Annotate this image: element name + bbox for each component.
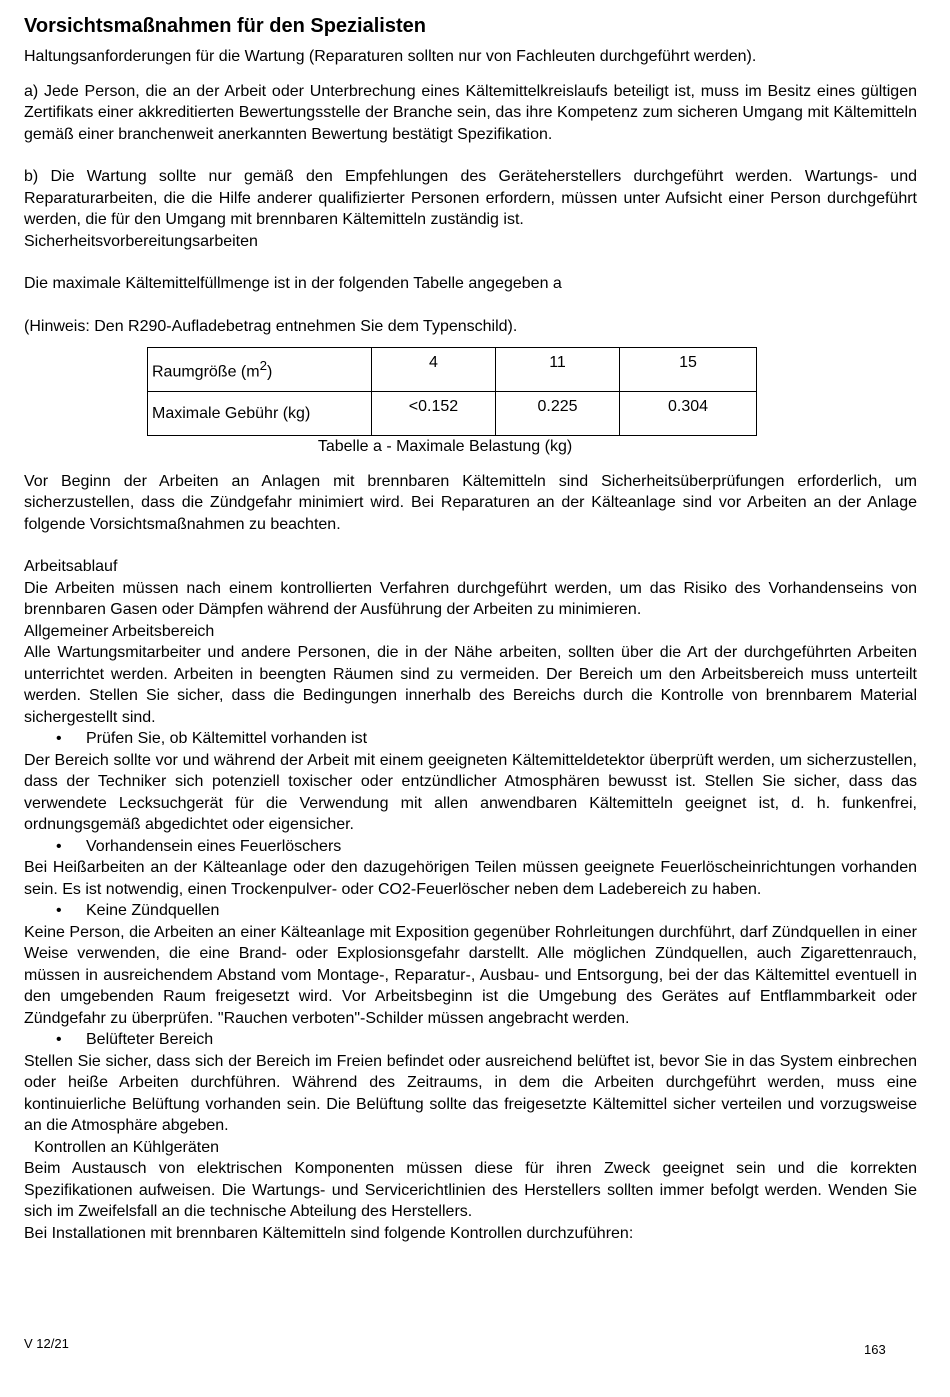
table-cell: 4 [372,348,496,392]
paragraph-controls: Beim Austausch von elektrischen Komponenten müssen diese für ihren Zweck geeignet sein und die korrekten Spezifikationen aufweisen. Die Wartungs- und Servicerichtlinien des Herstellers sollten immer befolgt werden. Wenden Sie sich im Zweifelsfall an die technische Abteilung des Herstellers. [24,1160,917,1220]
bullet-icon: • [56,837,62,855]
hint-text: (Hinweis: Den R290-Aufladebetrag entnehmen Sie dem Typenschild). [24,317,518,335]
paragraph-a: a) Jede Person, die an der Arbeit oder Unterbrechung eines Kältemittelkreislaufs beteiligt ist, muss im Besitz eines gültigen Zertifikats einer akkreditierten Bewertungsstelle der Branche sein, das ihre Kompetenz zum sicheren Umgang mit Kältemitteln gemäß einer branchenweit anerkannten Bewertung bestätigt Spezifikation. [24,82,917,143]
table-cell-max-charge-label: Maximale Gebühr (kg) [148,392,372,436]
bullet-label: Vorhandensein eines Feuerlöschers [86,837,342,855]
superscript: 2 [259,357,267,373]
bullet-item [24,728,917,750]
table-cell: 15 [620,348,757,392]
bullet-label: Belüfteter Bereich [86,1031,214,1048]
max-fill-text: Die maximale Kältemittelfüllmenge ist in der folgenden Tabelle angegeben a [24,275,562,292]
paragraph-refrigerant-check: Der Bereich sollte vor und während der Arbeit mit einem geeigneten Kältemitteldetektor überprüft werden, um sicherzustellen, dass der Techniker sich potenziell toxischer oder entzündlicher Atmosphären bewusst ist. Stellen Sie sicher, dass das verwendete Lecksuchgerät für die Verwendung mit allen anwendbaren Kältemitteln geeignet ist, d. h. funkenfrei, ordnungsgemäß abgedichtet oder eigensicher. [24,751,917,833]
heading-controls: Kontrollen an Kühlgeräten [34,1138,220,1156]
paragraph-ventilation: Stellen Sie sicher, dass sich der Bereich im Freien befindet oder ausreichend belüftet ist, bevor Sie in das System einbrechen oder heiße Arbeiten durchführen. Während des Zeitraums, in dem die Arbeiten durchgeführt werden, muss eine kontinuierliche Belüftung vorhanden sein. Die Belüftung sollte das freigesetzte Kältemittel sicher verteilen und vorzugsweise an die Atmosphäre abgeben. [24,1052,917,1134]
table-row [148,348,757,392]
max-charge-table [147,347,757,436]
paragraph-extinguisher: Bei Heißarbeiten an der Kälteanlage oder den dazugehörigen Teilen müssen geeignete Feuerlöscheinrichtungen vorhanden sein. Es ist notwendig, einen Trockenpulver- oder CO2-Feuerlöscher neben dem Ladebereich zu haben. [24,859,917,898]
bullet-item [24,836,917,858]
table-row [148,392,757,436]
intro-text: Haltungsanforderungen für die Wartung (Reparaturen sollten nur von Fachleuten durchgeführt werden). [24,48,757,65]
table-cell-room-size-label: Raumgröße $(m^2)$ [148,348,372,392]
heading-workflow: Arbeitsablauf [24,558,118,575]
heading-safety-preparation: Sicherheitsvorbereitungsarbeiten [24,232,258,250]
document-page [24,10,917,1244]
bullet-item [24,1029,917,1051]
paragraph-ignition-sources: Keine Person, die Arbeiten an einer Kälteanlage mit Exposition gegenüber Rohrleitungen durchführt, darf Zündquellen in einer Weise verwenden, die eine Brand- oder Explosionsgefahr darstellt. Alle möglichen Zündquellen, auch Zigarettenrauch, müssen in ausreichendem Abstand vom Montage-, Reparatur-, Ausbau- und Entsorgung, bei der das Kältemittel eventuell in den umgebenden Raum freigesetzt wird. Vor Arbeitsbeginn ist die Umgebung des Gerätes auf Entflammbarkeit oder Zündgefahr zu überprüfen. "Rauchen verboten"-Schilder müssen angebracht werden. [24,923,917,1027]
table-cell: 0.225 [496,392,620,436]
paragraph-installations: Bei Installationen mit brennbaren Kältemitteln sind folgende Kontrollen durchzuführen: [24,1224,634,1242]
bullet-label: Keine Zündquellen [86,902,220,919]
bullet-item [24,900,917,922]
heading-general-area: Allgemeiner Arbeitsbereich [24,622,215,640]
footer-version: V 12/21 [24,1336,69,1351]
paragraph-b: b) Die Wartung sollte nur gemäß den Empfehlungen des Geräteherstellers durchgeführt werden. Wartungs- und Reparaturarbeiten, die die Hilfe anderer qualifizierter Personen erfordern, müssen unter Aufsicht einer Person durchgeführt werden, die für den Umgang mit brennbaren Kältemitteln zuständig ist. [24,168,917,228]
table-cell: 0.304 [620,392,757,436]
bullet-icon: • [56,730,62,747]
bullet-icon: • [56,1031,62,1048]
paragraph-before-work: Vor Beginn der Arbeiten an Anlagen mit brennbaren Kältemitteln sind Sicherheitsüberprüfungen erforderlich, um sicherzustellen, dass die Zündgefahr minimiert wird. Bei Reparaturen an der Kälteanlage sind vor Arbeiten an der Anlage folgende Vorsichtsmaßnahmen zu beachten. [24,472,917,533]
footer-page-number: 163 [864,1342,886,1357]
paragraph-general-area: Alle Wartungsmitarbeiter und andere Personen, die in der Nähe arbeiten, sollten über die Art der durchgeführten Arbeiten unterrichtet werden. Arbeiten in beengten Räumen sind zu vermeiden. Der Bereich um den Arbeitsbereich muss unterteilt werden. Stellen Sie sicher, dass die Bedingungen innerhalb des Bereichs durch die Kontrolle von brennbarem Material sichergestellt sind. [24,644,917,726]
table-caption: Tabelle a - Maximale Belastung (kg) [317,438,573,455]
bullet-label: Prüfen Sie, ob Kältemittel vorhanden ist [86,730,368,747]
paragraph-workflow: Die Arbeiten müssen nach einem kontrollierten Verfahren durchgeführt werden, um das Risiko des Vorhandenseins von brennbaren Gasen oder Dämpfen während der Ausführung der Arbeiten zu minimieren. [24,579,917,618]
table-cell: <0.152 [372,392,496,436]
table-cell: 11 [496,348,620,392]
bullet-icon: • [56,902,62,919]
page-title: Vorsichtsmaßnahmen für den Spezialisten [24,15,426,37]
